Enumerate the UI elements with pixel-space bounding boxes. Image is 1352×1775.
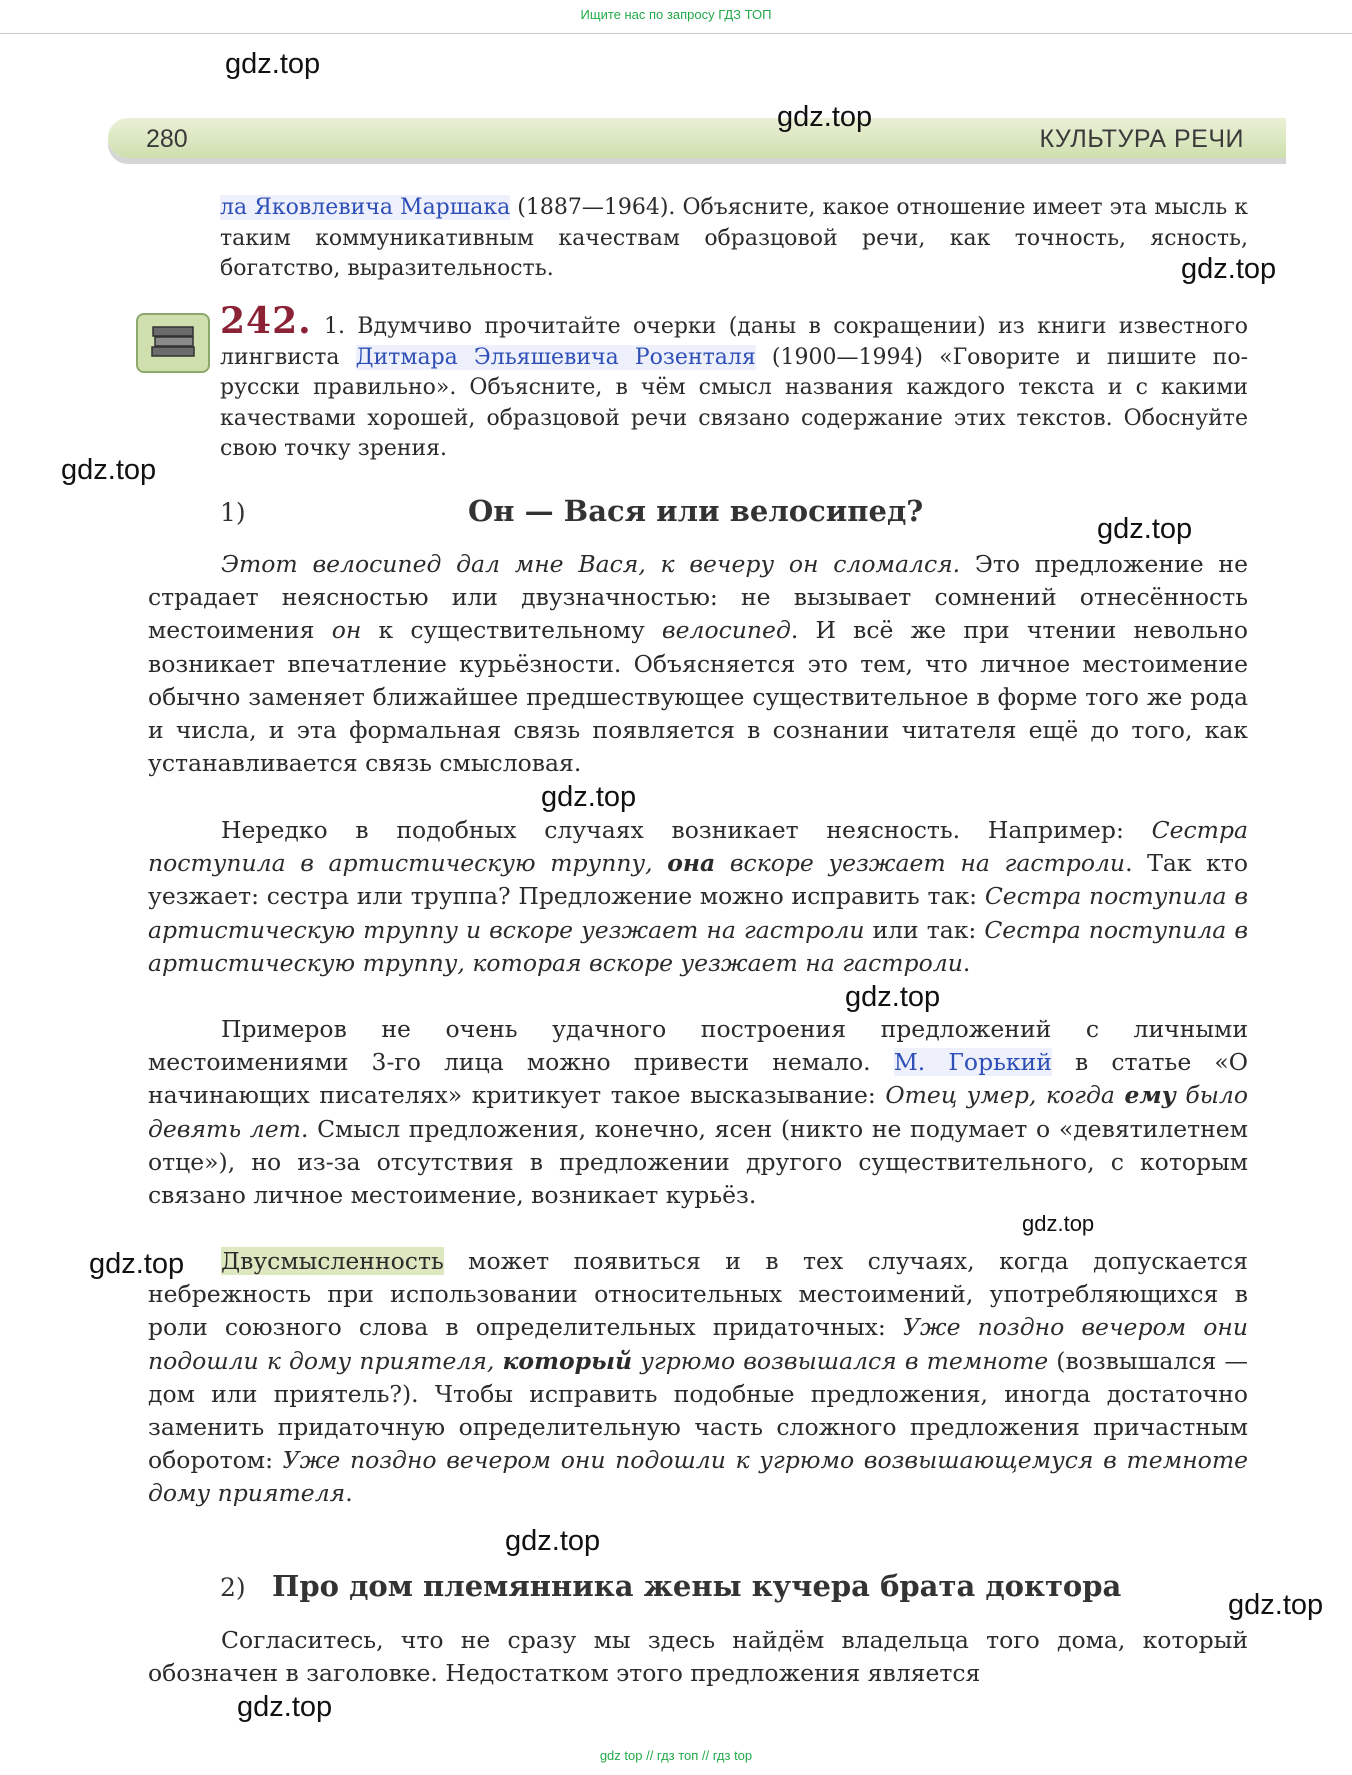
section-title: КУЛЬТУРА РЕЧИ	[1039, 125, 1244, 153]
intro-paragraph: ла Яковлевича Маршака (1887—1964). Объясните, какое отношение имеет эта мысль к таким коммуникативным качествам образцовой речи, как точность, ясность, богатство, выразительность.	[220, 195, 1249, 281]
exercise-number: 242.	[220, 300, 312, 342]
paragraph-1: Этот велосипед дал мне Вася, к вечеру он сломался. Это предложение не страдает неясностью или двузначностью: не вызывает сомнений отнесённость местоимения он к существительному велосипед. И всё же при чтении невольно возникает впечатление курьёзности. Объясняется это тем, что личное местоимение обычно заменяет ближайшее предшествующее существительное в форме того же рода и числа, и эта формальная связь появляется в сознании читателя ещё до того, как устанавливается связь смысловая.	[148, 550, 1249, 778]
paragraph-3: Примеров не очень удачного построения предложений с личными местоимениями 3-го лица можно привести немало. М. Горький в статье «О начинающих писателях» критикует такое высказывание: Отец умер, когда ему было девять лет. Смысл предложения, конечно, ясен (никто не подумает о «девятилетнем отце»), но из-за отсутствия в предложении другого существительного, с которым связано личное местоимение, возникает курьёз.	[148, 1015, 1248, 1210]
watermark: gdz.top	[1228, 1589, 1324, 1621]
paragraph-2: Нередко в подобных случаях возникает неясность. Например: Сестра поступила в артистическую труппу, она вскоре уезжает на гастроли. Так кто уезжает: сестра или труппа? Предложение можно исправить так: Сестра поступила в артистическую труппу и вскоре уезжает на гастроли или так: Сестра поступила в артистическую труппу, которая вскоре уезжает на гастроли.	[148, 816, 1249, 977]
page-header	[108, 118, 1286, 158]
watermark: gdz.top	[541, 781, 637, 813]
author-link-marshak[interactable]: ла Яковлевича Маршака	[220, 195, 511, 220]
section1-title: Он — Вася или велосипед?	[468, 494, 924, 528]
paragraph-4: Двусмысленность может появиться и в тех случаях, когда допускается небрежность при использовании относительных местоимений, употребляющихся в роли союзного слова в определительных придаточных: Уже поздно вечером они подошли к дому приятеля, который угрюмо возвышался в темноте (возвышался — дом или приятель?). Чтобы исправить подобные предложения, иногда достаточно заменить придаточную определительную часть сложного предложения причастным оборотом: Уже поздно вечером они подошли к угрюмо возвышающемуся в темноте дому приятеля.	[148, 1247, 1249, 1508]
watermark: gdz.top	[777, 101, 873, 133]
watermark: gdz.top	[237, 1691, 333, 1723]
author-link-rosenthal[interactable]: Дитмара Эльяшевича Розенталя	[355, 344, 756, 370]
exercise-paragraph: 242. 1. Вдумчиво прочитайте очерки (даны в сокращении) из книги известного лингвиста Дитмара Эльяшевича Розенталя (1900—1994) «Говорите и пишите по-русски правильно». Объясните, в чём смысл названия каждого текста и с какими качествами хорошей, образцовой речи связано содержание этих текстов. Обоснуйте свою точку зрения.	[220, 300, 1248, 461]
highlighted-term: Двусмысленность	[221, 1247, 444, 1275]
watermark: gdz.top	[1022, 1211, 1095, 1236]
watermark: gdz.top	[1097, 513, 1193, 545]
footer-links: gdz top // гдз топ // гдз top	[599, 1748, 753, 1763]
watermark: gdz.top	[845, 981, 941, 1013]
section2-title: Про дом племянника жены кучера брата доктора	[272, 1569, 1122, 1603]
books-icon	[136, 313, 210, 373]
watermark: gdz.top	[1181, 253, 1277, 285]
page-number: 280	[146, 125, 188, 153]
watermark: gdz.top	[225, 48, 321, 80]
section2-number: 2)	[220, 1573, 246, 1602]
author-link-gorky[interactable]: М. Горький	[893, 1048, 1052, 1077]
section1-number: 1)	[220, 498, 246, 527]
top-banner: Ищите нас по запросу ГДЗ ТОП	[0, 0, 1352, 34]
watermark: gdz.top	[61, 454, 157, 486]
paragraph-5: Согласитесь, что не сразу мы здесь найдём владельца того дома, который обозначен в заголовке. Недостатком этого предложения является	[148, 1626, 1248, 1688]
watermark: gdz.top	[505, 1525, 601, 1557]
watermark: gdz.top	[89, 1248, 185, 1280]
